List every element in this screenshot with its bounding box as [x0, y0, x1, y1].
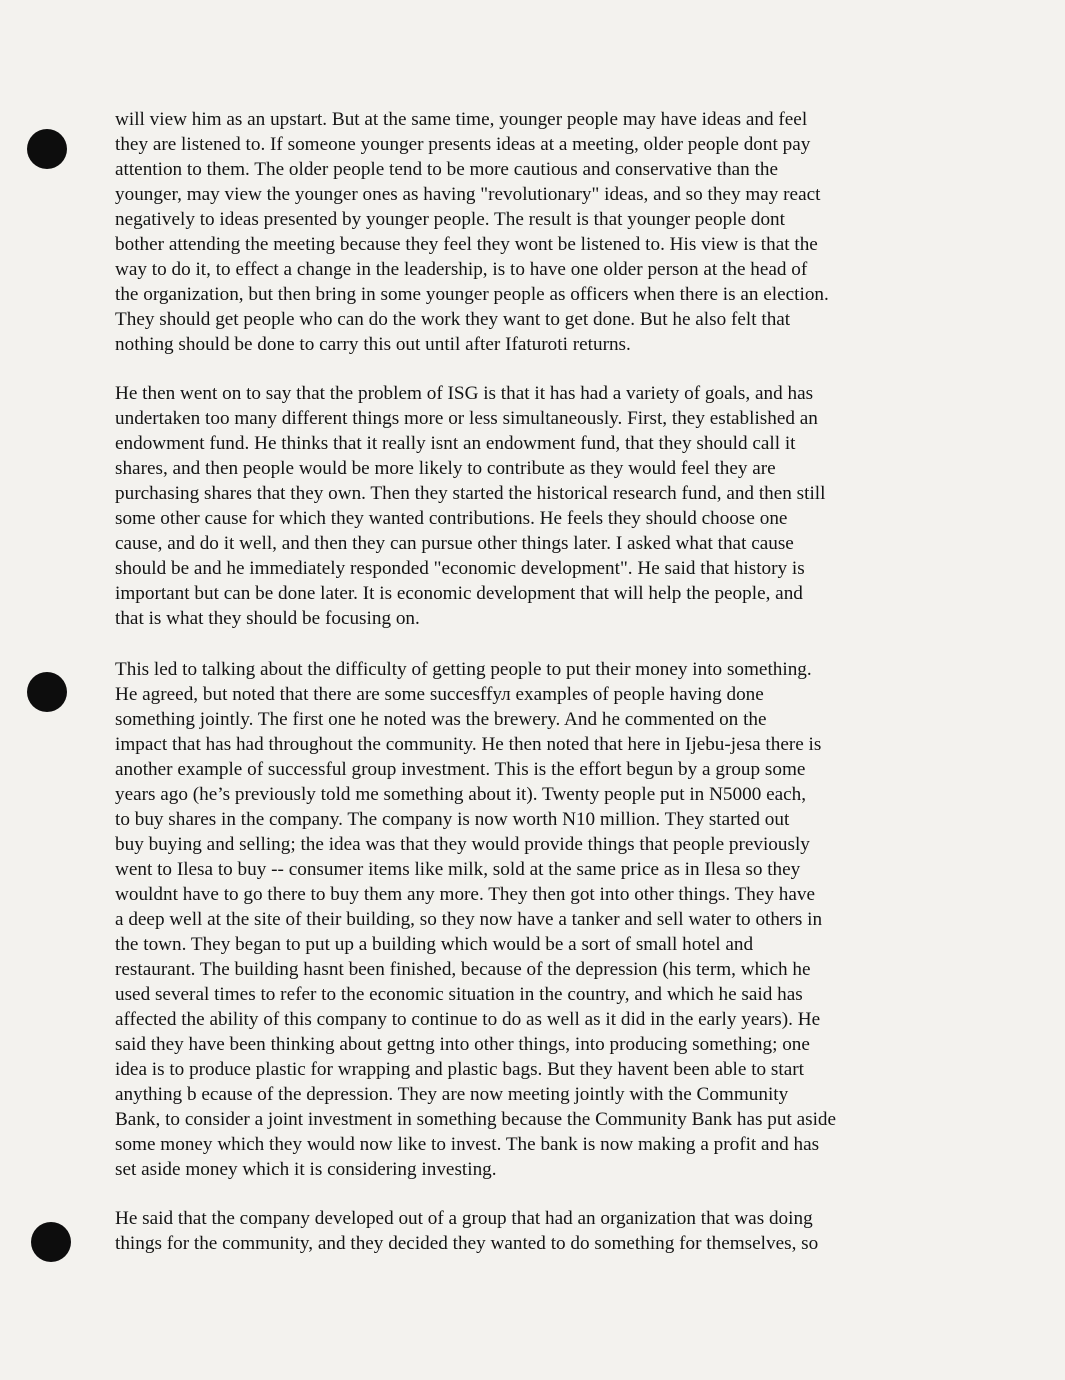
punch-hole-middle [27, 672, 67, 712]
text-line: He agreed, but noted that there are some succesffул examples of people having done [115, 684, 764, 705]
text-line: They should get people who can do the work they want to get done. But he also felt that [115, 309, 791, 330]
text-line: said they have been thinking about gettng into other things, into producing something; one [115, 1034, 810, 1055]
text-line: idea is to produce plastic for wrapping and plastic bags. But they havent been able to start [115, 1059, 804, 1080]
text-line: attention to them. The older people tend to be more cautious and conservative than the [115, 159, 779, 180]
text-line: He then went on to say that the problem of ISG is that it has had a variety of goals, and has [115, 383, 814, 404]
text-line: some other cause for which they wanted contributions. He feels they should choose one [115, 508, 788, 529]
text-line: to buy shares in the company. The company is now worth N10 million. They started out [115, 809, 790, 830]
text-line: endowment fund. He thinks that it really isnt an endowment fund, that they should call it [115, 433, 796, 454]
paragraph-2 [115, 381, 945, 631]
text-line: nothing should be done to carry this out until after Ifaturoti returns. [115, 334, 631, 355]
text-line: they are listened to. If someone younger presents ideas at a meeting, older people dont pay [115, 134, 811, 155]
text-line: This led to talking about the difficulty of getting people to put their money into something. [115, 659, 812, 680]
text-line: anything b ecause of the depression. They are now meeting jointly with the Community [115, 1084, 789, 1105]
text-line: important but can be done later. It is economic development that will help the people, and [115, 583, 803, 604]
text-line: purchasing shares that they own. Then they started the historical research fund, and then still [115, 483, 826, 504]
text-line: some money which they would now like to invest. The bank is now making a profit and has [115, 1134, 820, 1155]
paragraph-3 [115, 657, 945, 1182]
punch-hole-bottom [31, 1222, 71, 1262]
paragraph-4 [115, 1206, 945, 1256]
text-line: the organization, but then bring in some younger people as officers when there is an election. [115, 284, 829, 305]
text-line: undertaken too many different things more or less simultaneously. First, they established an [115, 408, 818, 429]
text-line: a deep well at the site of their building, so they now have a tanker and sell water to others in [115, 909, 823, 930]
text-line: Bank, to consider a joint investment in something because the Community Bank has put aside [115, 1109, 837, 1130]
text-line: set aside money which it is considering investing. [115, 1159, 497, 1180]
text-line: the town. They began to put up a building which would be a sort of small hotel and [115, 934, 754, 955]
punch-hole-top [27, 129, 67, 169]
text-line: used several times to refer to the economic situation in the country, and which he said has [115, 984, 803, 1005]
text-line: bother attending the meeting because they feel they wont be listened to. His view is that the [115, 234, 818, 255]
text-line: should be and he immediately responded "economic development". He said that history is [115, 558, 805, 579]
text-line: things for the community, and they decided they wanted to do something for themselves, so [115, 1233, 819, 1254]
text-line: buy buying and selling; the idea was that they would provide things that people previously [115, 834, 810, 855]
text-line: years ago (he’s previously told me something about it). Twenty people put in N5000 each, [115, 784, 807, 805]
text-line: way to do it, to effect a change in the leadership, is to have one older person at the head of [115, 259, 808, 280]
text-line: that is what they should be focusing on. [115, 608, 420, 629]
text-line: restaurant. The building hasnt been finished, because of the depression (his term, which he [115, 959, 811, 980]
paragraph-1 [115, 107, 945, 357]
text-line: younger, may view the younger ones as having "revolutionary" ideas, and so they may react [115, 184, 821, 205]
text-line: wouldnt have to go there to buy them any more. They then got into other things. They have [115, 884, 816, 905]
text-line: affected the ability of this company to continue to do as well as it did in the early years). He [115, 1009, 821, 1030]
text-line: went to Ilesa to buy -- consumer items like milk, sold at the same price as in Ilesa so they [115, 859, 801, 880]
text-line: another example of successful group investment. This is the effort begun by a group some [115, 759, 806, 780]
text-line: will view him as an upstart. But at the same time, younger people may have ideas and feel [115, 109, 808, 130]
text-line: He said that the company developed out of a group that had an organization that was doing [115, 1208, 813, 1229]
text-line: shares, and then people would be more likely to contribute as they would feel they are [115, 458, 776, 479]
text-line: something jointly. The first one he noted was the brewery. And he commented on the [115, 709, 767, 730]
text-line: negatively to ideas presented by younger people. The result is that younger people dont [115, 209, 785, 230]
text-line: cause, and do it well, and then they can pursue other things later. I asked what that cause [115, 533, 794, 554]
text-line: impact that has had throughout the community. He then noted that here in Ijebu-jesa there is [115, 734, 822, 755]
